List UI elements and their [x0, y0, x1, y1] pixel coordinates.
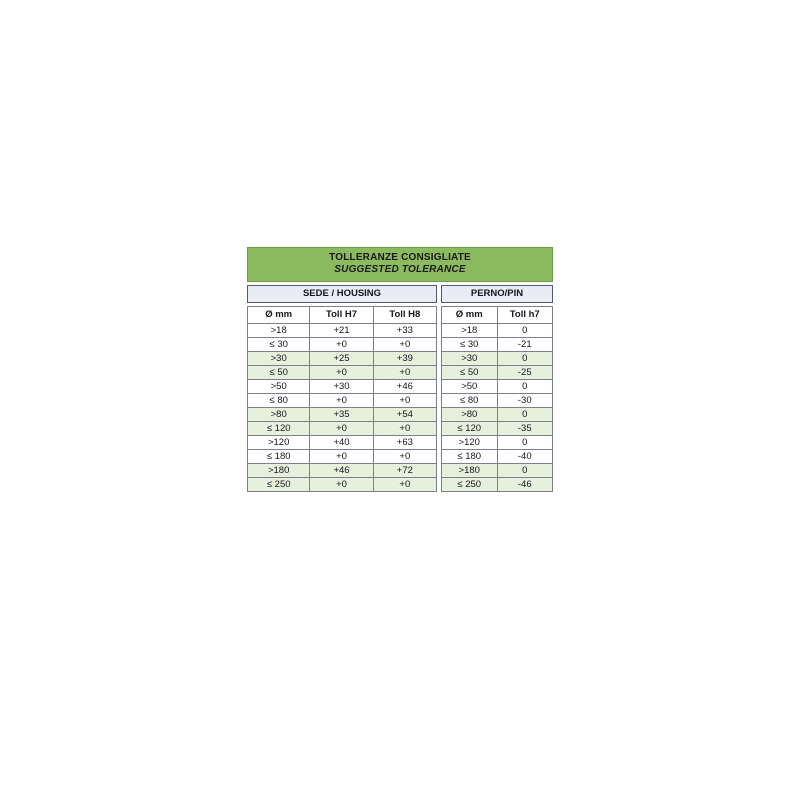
table-row	[442, 436, 553, 450]
housing-h7-lower: +0	[310, 338, 373, 352]
housing-h8-lower: +0	[373, 394, 436, 408]
table-row	[442, 366, 553, 380]
pin-h7-lower: -30	[497, 394, 553, 408]
title-line-italian: TOLLERANZE CONSIGLIATE	[329, 252, 471, 263]
tables-container	[247, 285, 553, 492]
housing-diameter-lower: ≤ 50	[248, 366, 310, 380]
table-row	[248, 436, 437, 450]
pin-col-h7: Toll h7	[497, 307, 553, 324]
housing-h7-lower: +0	[310, 394, 373, 408]
table-row	[442, 380, 553, 394]
pin-col-diameter: Ø mm	[442, 307, 498, 324]
pin-diameter-upper: >18	[442, 324, 498, 338]
housing-h7-lower: +0	[310, 450, 373, 464]
pin-diameter-lower: ≤ 120	[442, 422, 498, 436]
housing-h7-upper: +21	[310, 324, 373, 338]
pin-h7-lower: -25	[497, 366, 553, 380]
housing-h8-lower: +0	[373, 366, 436, 380]
pin-h7-lower: -21	[497, 338, 553, 352]
housing-diameter-upper: >120	[248, 436, 310, 450]
pin-group	[441, 285, 553, 492]
housing-h8-lower: +0	[373, 450, 436, 464]
table-row	[442, 352, 553, 366]
table-row	[248, 422, 437, 436]
housing-h7-upper: +25	[310, 352, 373, 366]
title-line-english: SUGGESTED TOLERANCE	[334, 264, 466, 275]
table-row	[248, 408, 437, 422]
table-row	[442, 408, 553, 422]
pin-diameter-lower: ≤ 80	[442, 394, 498, 408]
table-row	[442, 338, 553, 352]
pin-h7-upper: 0	[497, 408, 553, 422]
table-row	[248, 464, 437, 478]
pin-h7-upper: 0	[497, 436, 553, 450]
table-row	[248, 338, 437, 352]
pin-diameter-upper: >50	[442, 380, 498, 394]
pin-h7-upper: 0	[497, 380, 553, 394]
pin-diameter-lower: ≤ 180	[442, 450, 498, 464]
pin-table-body	[442, 324, 553, 492]
housing-col-diameter: Ø mm	[248, 307, 310, 324]
pin-diameter-lower: ≤ 30	[442, 338, 498, 352]
housing-table	[247, 306, 437, 492]
housing-h7-upper: +35	[310, 408, 373, 422]
table-row	[248, 352, 437, 366]
tolerance-table-card	[247, 247, 553, 492]
housing-h8-lower: +0	[373, 338, 436, 352]
housing-h8-upper: +39	[373, 352, 436, 366]
pin-h7-upper: 0	[497, 464, 553, 478]
housing-h8-upper: +33	[373, 324, 436, 338]
table-row	[442, 324, 553, 338]
table-row	[248, 380, 437, 394]
housing-h8-upper: +46	[373, 380, 436, 394]
housing-h7-lower: +0	[310, 478, 373, 492]
pin-h7-lower: -40	[497, 450, 553, 464]
housing-diameter-upper: >80	[248, 408, 310, 422]
table-row	[442, 422, 553, 436]
pin-h7-lower: -35	[497, 422, 553, 436]
housing-h7-lower: +0	[310, 422, 373, 436]
pin-h7-upper: 0	[497, 324, 553, 338]
pin-group-header: PERNO/PIN	[441, 285, 553, 303]
housing-h7-upper: +40	[310, 436, 373, 450]
table-row	[442, 394, 553, 408]
pin-header-row	[442, 307, 553, 324]
housing-header-row	[248, 307, 437, 324]
housing-group	[247, 285, 437, 492]
pin-h7-upper: 0	[497, 352, 553, 366]
housing-h8-upper: +54	[373, 408, 436, 422]
housing-diameter-upper: >180	[248, 464, 310, 478]
housing-h8-upper: +63	[373, 436, 436, 450]
housing-diameter-upper: >18	[248, 324, 310, 338]
housing-diameter-lower: ≤ 120	[248, 422, 310, 436]
housing-group-header: SEDE / HOUSING	[247, 285, 437, 303]
housing-table-body	[248, 324, 437, 492]
table-row	[442, 450, 553, 464]
housing-h8-lower: +0	[373, 478, 436, 492]
table-row	[248, 478, 437, 492]
table-row	[248, 450, 437, 464]
housing-diameter-lower: ≤ 80	[248, 394, 310, 408]
housing-diameter-upper: >50	[248, 380, 310, 394]
housing-h8-upper: +72	[373, 464, 436, 478]
table-row	[248, 366, 437, 380]
pin-diameter-upper: >180	[442, 464, 498, 478]
pin-table	[441, 306, 553, 492]
table-row	[442, 478, 553, 492]
housing-col-h8: Toll H8	[373, 307, 436, 324]
housing-col-h7: Toll H7	[310, 307, 373, 324]
pin-diameter-upper: >30	[442, 352, 498, 366]
housing-h8-lower: +0	[373, 422, 436, 436]
pin-h7-lower: -46	[497, 478, 553, 492]
housing-diameter-lower: ≤ 180	[248, 450, 310, 464]
table-row	[248, 324, 437, 338]
housing-diameter-upper: >30	[248, 352, 310, 366]
table-row	[442, 464, 553, 478]
table-row	[248, 394, 437, 408]
housing-h7-lower: +0	[310, 366, 373, 380]
housing-diameter-lower: ≤ 250	[248, 478, 310, 492]
title-banner	[247, 247, 553, 282]
housing-h7-upper: +30	[310, 380, 373, 394]
housing-diameter-lower: ≤ 30	[248, 338, 310, 352]
pin-diameter-lower: ≤ 250	[442, 478, 498, 492]
housing-h7-upper: +46	[310, 464, 373, 478]
pin-diameter-upper: >120	[442, 436, 498, 450]
pin-diameter-lower: ≤ 50	[442, 366, 498, 380]
pin-diameter-upper: >80	[442, 408, 498, 422]
